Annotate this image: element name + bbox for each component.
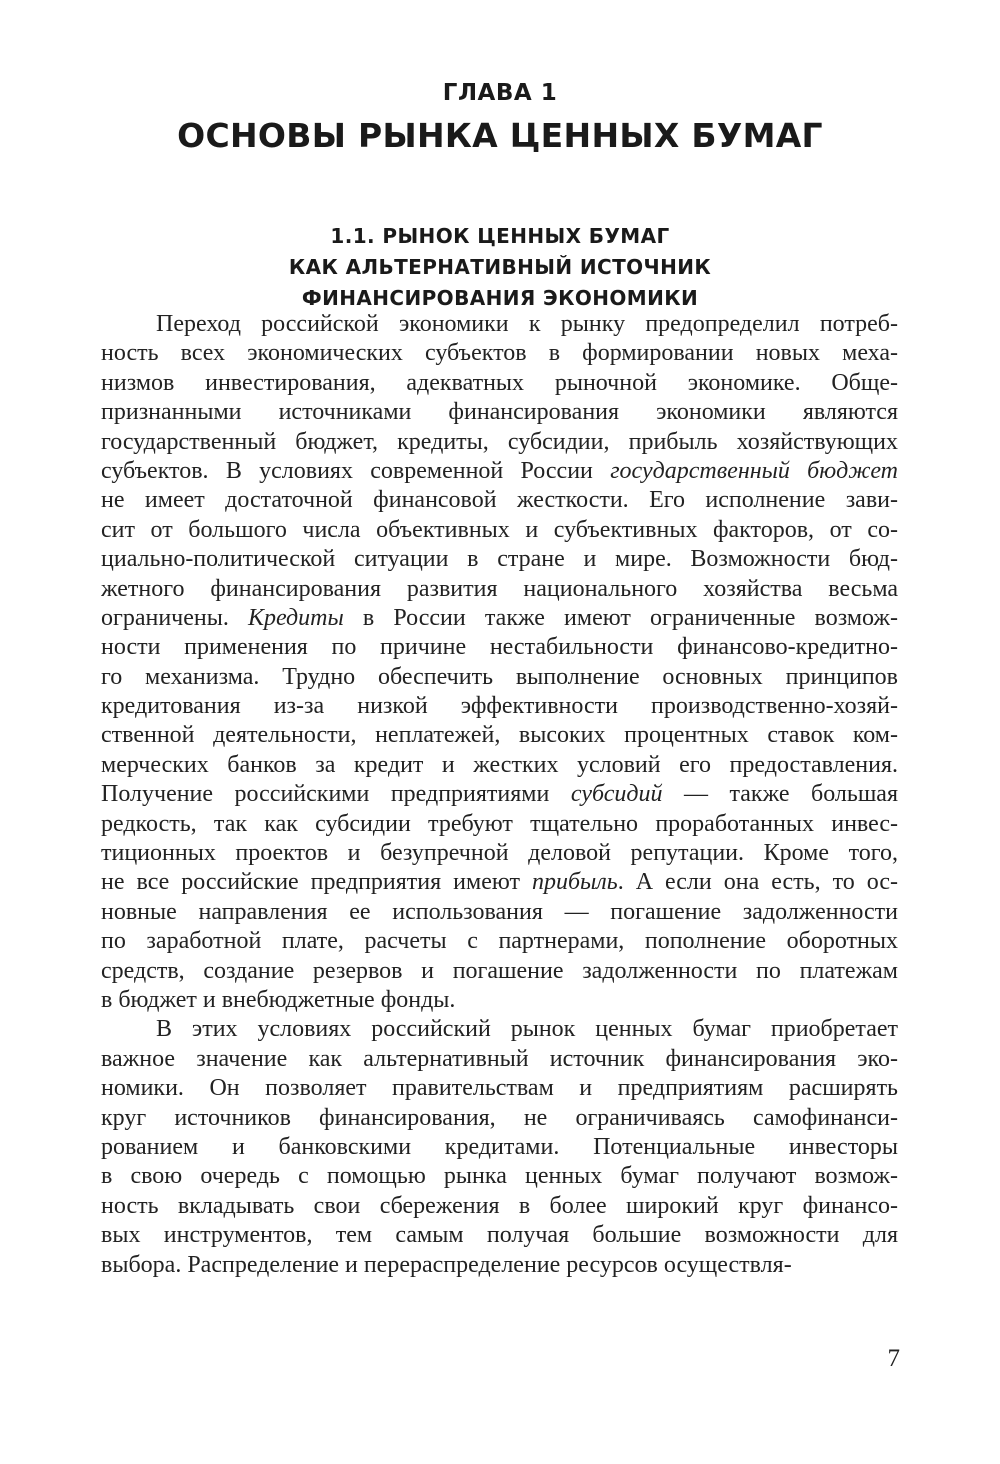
text-line <box>101 1015 898 1044</box>
text-line <box>101 310 898 339</box>
text-line <box>101 1221 898 1250</box>
text-line <box>101 692 898 721</box>
text-segment: сит от большого числа объективных и субъективных факторов, от со- <box>101 516 898 543</box>
text-segment: не все российские предприятия имеют <box>101 869 532 896</box>
text-segment: ность всех экономических субъектов в формировании новых меха- <box>101 340 898 367</box>
text-line <box>101 457 898 486</box>
text-line <box>101 428 898 457</box>
text-segment: ность вкладывать свои сбережения в более широкий круг финансо- <box>101 1192 898 1219</box>
text-line <box>101 486 898 515</box>
paragraph <box>101 1015 898 1280</box>
italic-term: государственный бюджет <box>610 457 898 484</box>
text-line <box>101 780 898 809</box>
text-segment: вых инструментов, тем самым получая большие возможности для <box>101 1222 898 1249</box>
text-segment: выбора. Распределение и перераспределение ресурсов осуществля- <box>101 1251 792 1278</box>
text-segment: В этих условиях российский рынок ценных бумаг приобретает <box>156 1016 898 1043</box>
text-line <box>101 957 898 986</box>
text-line <box>101 839 898 868</box>
text-line <box>101 868 898 897</box>
text-line <box>101 633 898 662</box>
text-segment: — также большая <box>662 781 898 808</box>
text-line <box>101 1251 898 1280</box>
text-segment: в России также имеют ограниченные возмож- <box>343 604 898 631</box>
text-segment: круг источников финансирования, не ограничиваясь самофинанси- <box>101 1104 898 1131</box>
text-line <box>101 1045 898 1074</box>
text-segment: мерческих банков за кредит и жестких условий его предоставления. <box>101 751 898 778</box>
text-line <box>101 339 898 368</box>
text-segment: ности применения по причине нестабильности финансово-кредитно- <box>101 634 898 661</box>
text-segment: средств, создание резервов и погашение задолженности по платежам <box>101 957 898 984</box>
text-segment: Переход российской экономики к рынку предопределил потреб- <box>156 311 898 337</box>
text-line <box>101 398 898 427</box>
text-segment: тиционных проектов и безупречной деловой репутации. Кроме того, <box>101 840 898 867</box>
text-line <box>101 898 898 927</box>
text-segment: не имеет достаточной финансовой жесткости. Его исполнение зави- <box>101 487 898 514</box>
text-segment: Получение российскими предприятиями <box>101 781 571 808</box>
text-line <box>101 516 898 545</box>
text-segment: по заработной плате, расчеты с партнерами, пополнение оборотных <box>101 928 898 955</box>
text-line <box>101 986 898 1015</box>
text-line <box>101 663 898 692</box>
chapter-title: ОСНОВЫ РЫНКА ЦЕННЫХ БУМАГ <box>177 116 823 155</box>
text-segment: редкость, так как субсидии требуют тщательно проработанных инвес- <box>101 810 898 837</box>
text-segment: ственной деятельности, неплатежей, высоких процентных ставок ком- <box>101 722 898 749</box>
text-line <box>101 545 898 574</box>
body-text <box>101 310 898 1280</box>
text-segment: кредитования из-за низкой эффективности производственно-хозяй- <box>101 693 898 720</box>
text-segment: субъектов. В условиях современной России <box>101 457 611 484</box>
text-line <box>101 1104 898 1133</box>
text-line <box>101 810 898 839</box>
text-line <box>101 1133 898 1162</box>
text-segment: го механизма. Трудно обеспечить выполнение основных принципов <box>101 663 898 690</box>
text-line <box>101 1162 898 1191</box>
text-line <box>101 751 898 780</box>
text-line <box>101 575 898 604</box>
chapter-label: ГЛАВА 1 <box>442 80 558 106</box>
italic-term: субсидий <box>570 781 663 808</box>
page-number: 7 <box>887 1345 900 1372</box>
text-segment: новные направления ее использования — погашение задолженности <box>101 898 898 925</box>
text-line <box>101 369 898 398</box>
text-segment: ограничены. <box>101 604 249 631</box>
paragraph <box>101 310 898 1015</box>
text-segment: государственный бюджет, кредиты, субсидии, прибыль хозяйствующих <box>101 428 898 455</box>
italic-term: прибыль <box>531 869 618 896</box>
text-segment: низмов инвестирования, адекватных рыночной экономике. Обще- <box>101 369 898 396</box>
section-heading <box>0 221 1000 314</box>
section-heading-line: ФИНАНСИРОВАНИЯ ЭКОНОМИКИ <box>301 286 699 310</box>
text-line <box>101 721 898 750</box>
text-segment: признанными источниками финансирования экономики являются <box>101 399 898 426</box>
text-line <box>101 927 898 956</box>
text-segment: номики. Он позволяет правительствам и предприятиям расширять <box>101 1075 898 1102</box>
text-line <box>101 1074 898 1103</box>
section-heading-line: КАК АЛЬТЕРНАТИВНЫЙ ИСТОЧНИК <box>288 255 712 279</box>
text-segment: важное значение как альтернативный источник финансирования эко- <box>101 1045 898 1072</box>
section-heading-line: 1.1. РЫНОК ЦЕННЫХ БУМАГ <box>330 224 670 248</box>
text-segment: в свою очередь с помощью рынка ценных бумаг получают возмож- <box>101 1163 898 1190</box>
text-segment: рованием и банковскими кредитами. Потенциальные инвесторы <box>101 1133 898 1160</box>
italic-term: Кредиты <box>248 604 344 631</box>
text-line <box>101 604 898 633</box>
text-segment: циально-политической ситуации в стране и мире. Возможности бюд- <box>101 546 898 573</box>
text-segment: жетного финансирования развития национального хозяйства весьма <box>101 575 898 602</box>
text-line <box>101 1192 898 1221</box>
text-segment: . А если она есть, то ос- <box>617 869 898 896</box>
text-segment: в бюджет и внебюджетные фонды. <box>101 986 456 1013</box>
